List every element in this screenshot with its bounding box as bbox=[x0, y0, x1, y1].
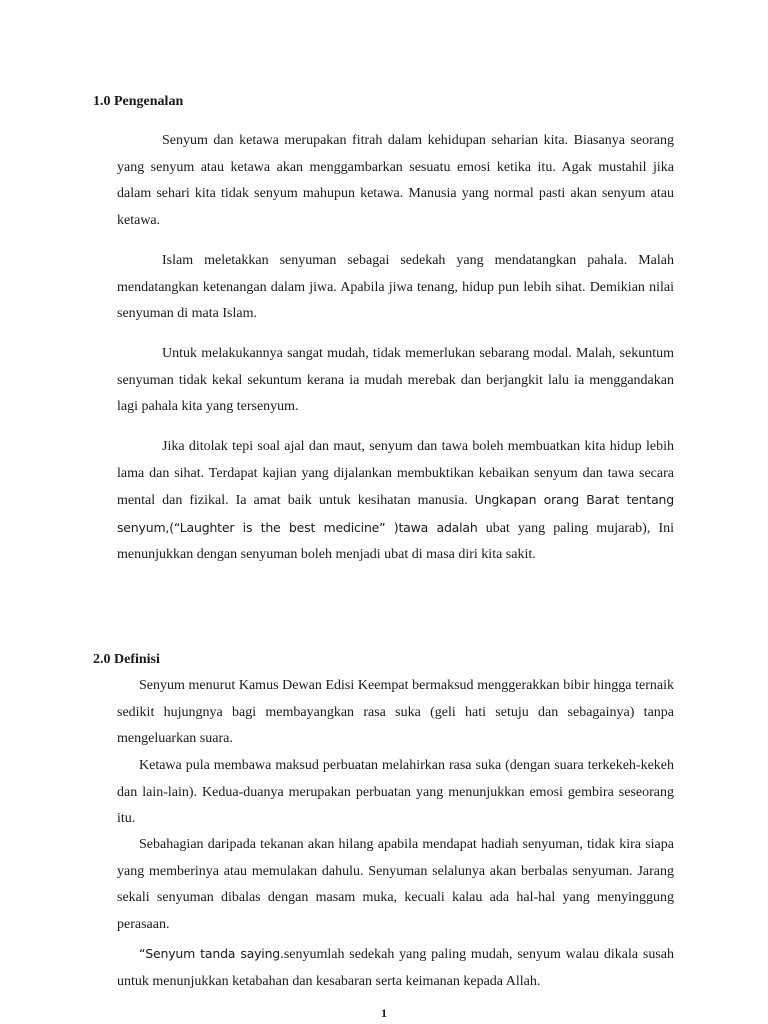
paragraph-pengenalan-3: Untuk melakukannya sangat mudah, tidak memerlukan sebarang modal. Malah, sekuntum senyuman tidak kekal sekuntum kerana ia mudah merebak dan berjangkit lalu ia menggandakan lagi pahala kita yang tersenyum. bbox=[117, 346, 674, 414]
quote-senyum: “Senyum tanda saying. bbox=[139, 946, 284, 961]
paragraph-text: Jika ditolak tepi soal ajal dan maut, senyum dan tawa boleh membuatkan kita hidup lebih lama dan sihat. Terdapat kajian yang dijalankan membuktikan kebaikan senyum dan tawa secara mental dan fizikal. Ia amat baik untuk kesihatan manusia. bbox=[117, 439, 674, 508]
page-number: 1 bbox=[381, 1006, 387, 1020]
paragraph-text: ubat yang paling mujarab), Ini menunjukkan dengan senyuman boleh menjadi ubat di masa diri kita sakit. bbox=[117, 520, 674, 562]
paragraph-pengenalan-1: Senyum dan ketawa merupakan fitrah dalam kehidupan seharian kita. Biasanya seorang yang senyum atau ketawa akan menggambarkan sesuatu emosi ketika itu. Agak mustahil jika dalam sehari kita tidak senyum mahupun ketawa. Manusia yang normal pasti akan senyum atau ketawa. bbox=[117, 133, 674, 228]
paragraph-definisi-1: Senyum menurut Kamus Dewan Edisi Keempat bermaksud menggerakkan bibir hingga ternaik sedikit hujungnya bagi membayangkan rasa suka (geli hati setuju dan sebagainya) tanpa mengeluarkan suara. bbox=[117, 678, 674, 746]
quote-laughter: Ungkapan orang Barat tentang senyum,(“Laughter is the best medicine” )tawa adalah bbox=[117, 492, 674, 535]
paragraph-definisi-4 bbox=[117, 941, 674, 995]
paragraph-definisi-2: Ketawa pula membawa maksud perbuatan melahirkan rasa suka (dengan suara terkekeh-kekeh dan lain-lain). Kedua-duanya merupakan perbuatan yang menunjukkan emosi gembira seseorang itu. bbox=[117, 758, 674, 826]
paragraph-definisi-3: Sebahagian daripada tekanan akan hilang apabila mendapat hadiah senyuman, tidak kira siapa yang memberinya atau memulakan dahulu. Senyuman selalunya akan berbalas senyuman. Jarang sekali senyuman dibalas dengan masam muka, kecuali kalau ada hal-hal yang menyinggung perasaan. bbox=[117, 837, 674, 932]
paragraph-text: senyumlah sedekah yang paling mudah, senyum walau dikala susah untuk menunjukkan ketabahan dan kesabaran serta keimanan kepada Allah. bbox=[117, 947, 675, 989]
section-heading-definisi: 2.0 Definisi bbox=[93, 652, 160, 667]
paragraph-pengenalan-2: Islam meletakkan senyuman sebagai sedekah yang mendatangkan pahala. Malah mendatangkan ketenangan dalam jiwa. Apabila jiwa tenang, hidup pun lebih sihat. Demikian nilai senyuman di mata Islam. bbox=[117, 253, 674, 321]
section-heading-pengenalan: 1.0 Pengenalan bbox=[93, 94, 184, 109]
paragraph-pengenalan-4 bbox=[117, 434, 674, 569]
